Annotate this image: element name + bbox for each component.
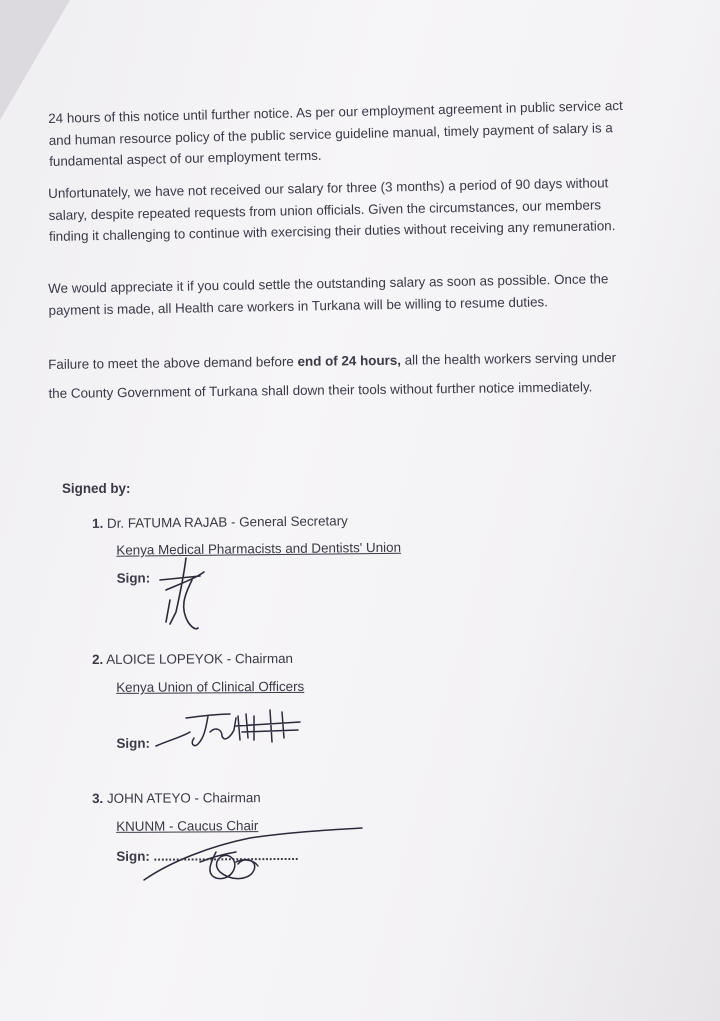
signer-number: 3. bbox=[92, 790, 104, 806]
signer-2 bbox=[92, 650, 305, 751]
signer-organization: KNUNM - Caucus Chair bbox=[116, 818, 259, 834]
sign-label: Sign: ....................................... bbox=[116, 847, 299, 864]
signer-name-title: ALOICE LOPEYOK - Chairman bbox=[106, 650, 294, 667]
paragraph-request: We would appreciate it if you could settle the outstanding salary as soon as possible. Once the payment is made, all Health care workers in Turkana will be willing to resume duties. bbox=[48, 271, 609, 318]
paragraph-notice: 24 hours of this notice until further notice. As per our employment agreement in public service act and human resource policy of the public service guideline manual, timely payment of salary is a fundamental aspect of our employment terms. bbox=[48, 97, 623, 169]
signer-organization: Kenya Medical Pharmacists and Dentists' Union bbox=[116, 539, 402, 558]
page-fold-shadow bbox=[0, 0, 70, 120]
signature-2-handwritten bbox=[150, 702, 310, 757]
signer-organization: Kenya Union of Clinical Officers bbox=[116, 678, 305, 695]
sign-label: Sign: bbox=[116, 735, 151, 751]
signer-3 bbox=[92, 790, 299, 864]
signer-name-title: Dr. FATUMA RAJAB - General Secretary bbox=[106, 513, 348, 531]
paragraph-salary-delay: Unfortunately, we have not received our salary for three (3 months) a period of 90 days without salary, despite repeated requests from union officials. Given the circumstances, our members finding it challenging to continue with exercising their duties without receiving any remuneration. bbox=[48, 175, 616, 244]
sign-label: Sign: bbox=[116, 570, 151, 586]
ultimatum-deadline: end of 24 hours, bbox=[297, 352, 402, 369]
ultimatum-text-end: all the health workers serving under the County Government of Turkana shall down their tools without further notice immediately. bbox=[48, 350, 617, 401]
signer-name-title: JOHN ATEYO - Chairman bbox=[106, 790, 261, 806]
signer-1 bbox=[92, 513, 402, 586]
paragraph-ultimatum bbox=[48, 343, 639, 408]
signature-1-handwritten bbox=[140, 550, 220, 635]
ultimatum-text-start: Failure to meet the above demand before bbox=[48, 353, 298, 372]
signed-by-heading: Signed by: bbox=[62, 481, 131, 496]
signer-number: 1. bbox=[92, 515, 104, 531]
signature-3-handwritten bbox=[140, 822, 370, 892]
signer-number: 2. bbox=[92, 651, 104, 667]
